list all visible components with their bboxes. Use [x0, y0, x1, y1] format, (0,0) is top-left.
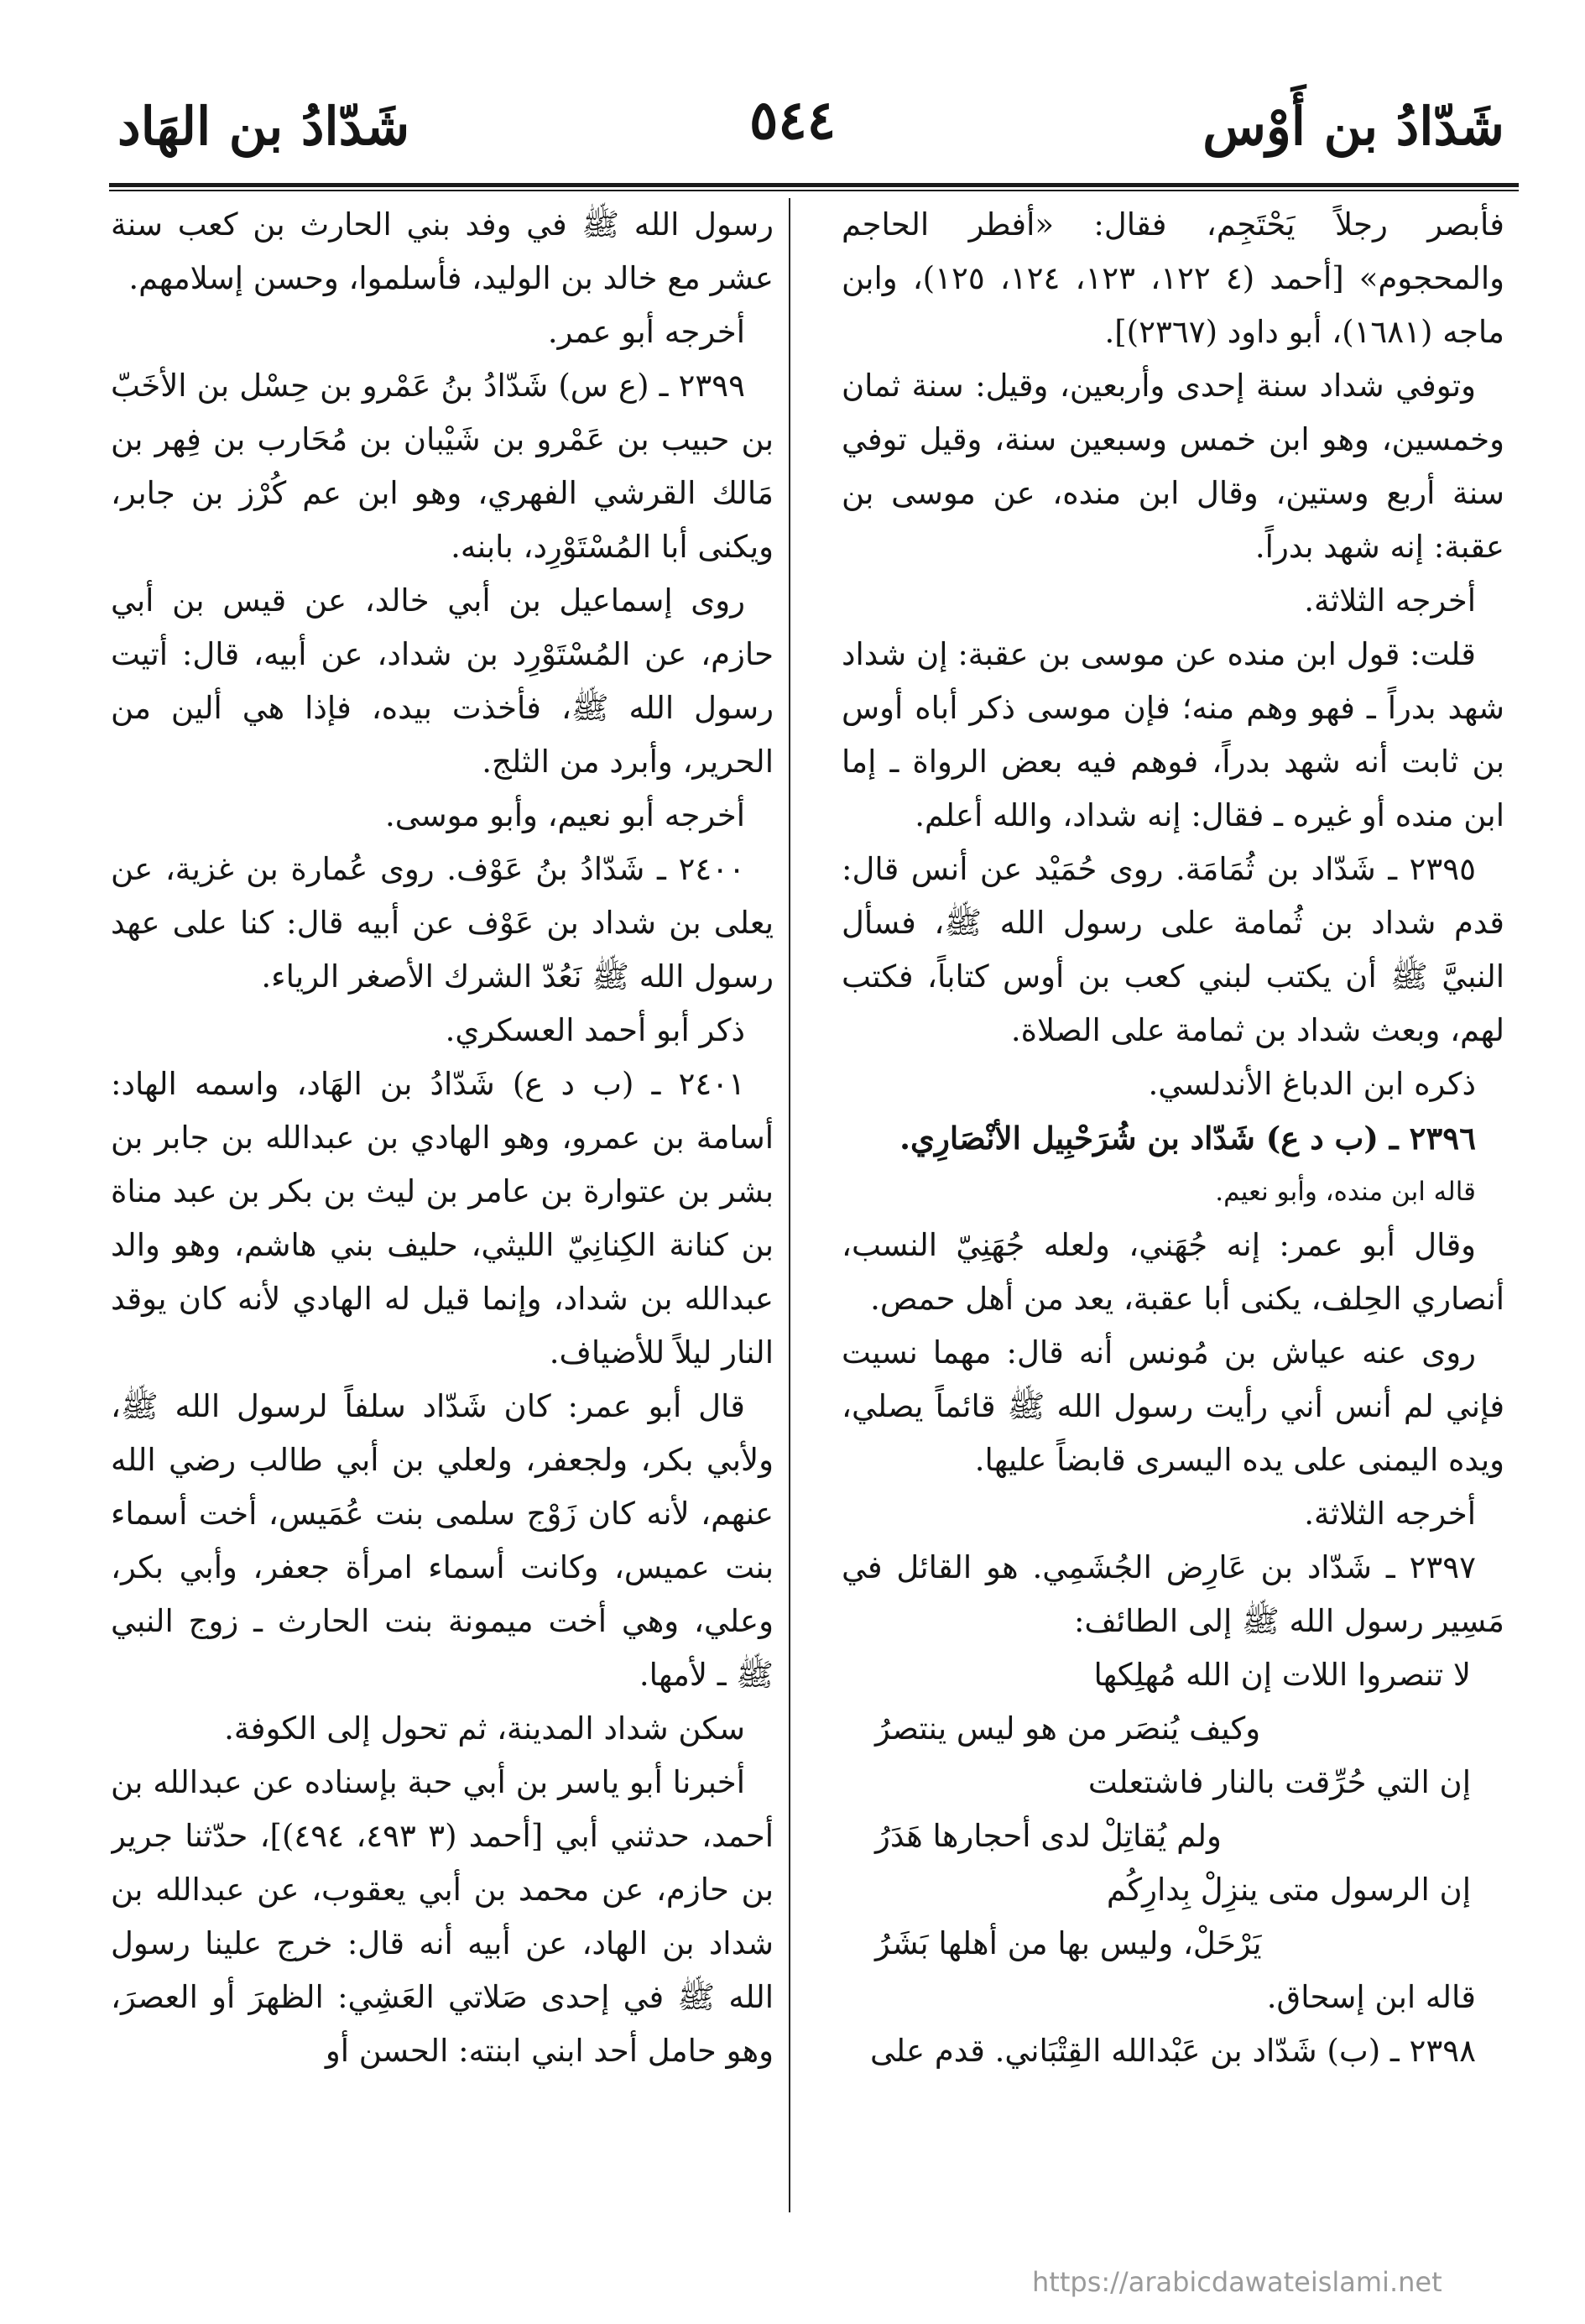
- poem-verse: إن التي حُرِّقت بالنار فاشتعلت: [1087, 1764, 1471, 1800]
- paragraph: روى عنه عياش بن مُونس أنه قال: مهما نسيت فإني لم أنس أني رأيت رسول الله ﷺ قائماً يصلي، ويده اليمنى على يده اليسرى قابضاً عليها.: [842, 1334, 1504, 1478]
- paragraph: أخرجه الثلاثة.: [1304, 582, 1476, 619]
- entry-2398: ٢٣٩٨ ـ (ب) شَدّاد بن عَبْدالله القِتْبَاني. قدم على: [869, 2033, 1476, 2069]
- paragraph: قاله ابن إسحاق.: [1266, 1979, 1476, 2015]
- page-header: [0, 0, 1585, 193]
- entry-2399: ٢٣٩٩ ـ (ع س) شَدّادُ بنُ عَمْرو بن حِسْل بن الأخَبّ بن حبيب بن عَمْرو بن شَيْبان بن مُحَارب بن فِهر بن مَالك القرشي الفهري، وهو ابن عم كُرْز بن جابر، ويكنى أبا المُسْتَوْرِد، بابنه.: [111, 368, 774, 565]
- poem-verse: وكيف يُنصَر من هو ليس ينتصرُ: [875, 1710, 1261, 1747]
- paragraph: ذكر أبو أحمد العسكري.: [445, 1012, 745, 1048]
- paragraph: فأبصر رجلاً يَحْتَجِم، فقال: «أفطر الحاجم والمحجوم» [أحمد (٤ ١٢٢، ١٢٣، ١٢٤، ١٢٥)، وابن ماجه (١٦٨١)، أبو داود (٢٣٦٧)].: [842, 206, 1504, 350]
- poem-verse: إن الرسول متى ينزِلْ بِدارِكُم: [1106, 1872, 1471, 1908]
- header-rule-thin: [109, 190, 1519, 191]
- running-title-right: شَدّادُ بن أَوْس: [1202, 96, 1504, 157]
- paragraph: قاله ابن منده، وأبو نعيم.: [1215, 1177, 1476, 1207]
- header-rule-thick: [109, 183, 1519, 187]
- left-column: [111, 198, 774, 2238]
- poem-verse: يَرْحَلْ، وليس بها من أهلها بَشَرُ: [875, 1925, 1262, 1961]
- entry-2396-heading: ٢٣٩٦ ـ (ب د ع) شَدّاد بن شُرَحْبِيل الأنْصَارِي.: [899, 1120, 1476, 1157]
- paragraph: سكن شداد المدينة، ثم تحول إلى الكوفة.: [224, 1710, 745, 1747]
- paragraph: أخرجه أبو نعيم، وأبو موسى.: [385, 797, 745, 833]
- poem-verse: ولم يُقاتِلْ لدى أحجارها هَدَرُ: [875, 1818, 1222, 1854]
- entry-2401: ٢٤٠١ ـ (ب د ع) شَدّادُ بن الهَاد، واسمه الهاد: أسامة بن عمرو، وهو الهادي بن عبدالله بن جابر بن بشر بن عتوارة بن عامر بن ليث بن بكر بن عبد مناة بن كنانة الكِنانِيّ الليثي، حليف بني هاشم، وهو والد عبدالله بن شداد، وإنما قيل له الهادي لأنه كان يوقد النار ليلاً للأضياف.: [111, 1066, 774, 1371]
- paragraph: قال أبو عمر: كان شَدّاد سلفاً لرسول الله ﷺ، ولأبي بكر، ولجعفر، ولعلي بن أبي طالب رضي الله عنهم، لأنه كان زَوْج سلمى بنت عُمَيس، أخت أسماء بنت عميس، وكانت أسماء امرأة جعفر، وأبي بكر، وعلي، وهي أخت ميمونة بنت الحارث ـ زوج النبي ﷺ ـ لأمها.: [111, 1388, 774, 1693]
- column-divider: [789, 198, 790, 2212]
- entry-2400: ٢٤٠٠ ـ شَدّادُ بنُ عَوْف. روى عُمارة بن غزية، عن يعلى بن شداد بن عَوْف عن أبيه قال: كنا على عهد رسول الله ﷺ نَعُدّ الشرك الأصغر الرياء.: [111, 851, 774, 995]
- running-title-left: شَدّادُ بن الهَاد: [117, 96, 410, 157]
- paragraph: وتوفي شداد سنة إحدى وأربعين، وقيل: سنة ثمان وخمسين، وهو ابن خمس وسبعين سنة، وقيل توفي سنة أربع وستين، وقال ابن منده، عن موسى بن عقبة: إنه شهد بدراً.: [842, 368, 1504, 565]
- paragraph: وقال أبو عمر: إنه جُهَني، ولعله جُهَنِيّ النسب، أنصاري الحِلف، يكنى أبا عقبة، يعد من أهل حمص.: [842, 1227, 1504, 1317]
- entry-2395: ٢٣٩٥ ـ شَدّاد بن ثُمَامَة. روى حُمَيْد عن أنس قال: قدم شداد بن ثُمامة على رسول الله ﷺ، فسأل النبيَّ ﷺ أن يكتب لبني كعب بن أوس كتاباً، فكتب لهم، وبعث شداد بن ثمامة على الصلاة.: [842, 851, 1504, 1048]
- paragraph: أخرجه الثلاثة.: [1304, 1496, 1476, 1532]
- paragraph: روى إسماعيل بن أبي خالد، عن قيس بن أبي حازم، عن المُسْتَوْرِد بن شداد، عن أبيه، قال: أتيت رسول الله ﷺ، فأخذت بيده، فإذا هي ألين من الحرير، وأبرد من الثلج.: [111, 582, 774, 780]
- paragraph: رسول الله ﷺ في وفد بني الحارث بن كعب سنة عشر مع خالد بن الوليد، فأسلموا، وحسن إسلامهم.: [111, 206, 774, 296]
- paragraph: أخرجه أبو عمر.: [547, 314, 745, 350]
- paragraph: قلت: قول ابن منده عن موسى بن عقبة: إن شداد شهد بدراً ـ فهو وهم منه؛ فإن موسى ذكر أباه أوس بن ثابت أنه شهد بدراً، فوهم فيه بعض الرواة ـ إما ابن منده أو غيره ـ فقال: إنه شداد، والله أعلم.: [842, 636, 1504, 833]
- paragraph: أخبرنا أبو ياسر بن أبي حبة بإسناده عن عبدالله بن أحمد، حدثني أبي [أحمد (٣ ٤٩٣، ٤٩٤)]، حدّثنا جرير بن حازم، عن محمد بن أبي يعقوب، عن عبدالله بن شداد بن الهاد، عن أبيه أنه قال: خرج علينا رسول الله ﷺ في إحدى صَلاتي العَشِي: الظهرَ أو العصرَ، وهو حامل أحد ابني ابنته: الحسن أو: [111, 1764, 774, 2069]
- entry-2397: ٢٣٩٧ ـ شَدّاد بن عَارِض الجُشَمِي. هو القائل في مَسِير رسول الله ﷺ إلى الطائف:: [842, 1549, 1504, 1639]
- poem-verse: لا تنصروا اللات إن الله مُهلِكها: [1093, 1657, 1471, 1693]
- paragraph: ذكره ابن الدباغ الأندلسي.: [1148, 1066, 1476, 1102]
- watermark-url: https://arabicdawateislami.net: [1032, 2266, 1442, 2298]
- page-number: ٥٤٤: [748, 89, 837, 152]
- right-column: [842, 198, 1504, 2238]
